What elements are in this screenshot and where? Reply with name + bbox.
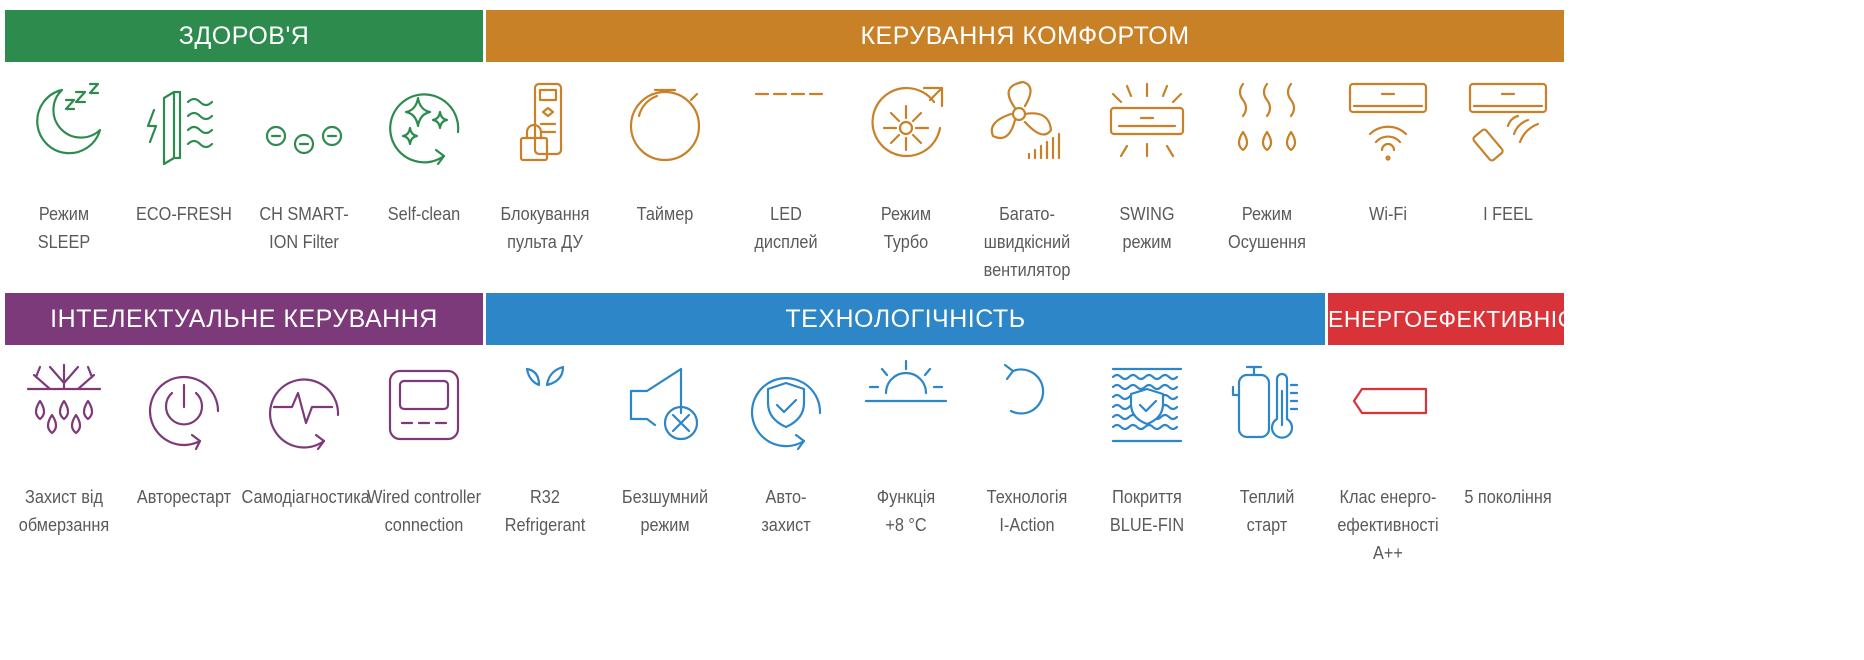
svg-text:R32: R32 [515,392,575,428]
feature-label: Режим Турбо [880,203,932,252]
led-display-icon [736,72,836,172]
section-health-header: ЗДОРОВ'Я [5,10,483,62]
anti-freeze-icon [14,355,114,455]
feature-label: SWING режим [1119,203,1175,252]
r32-icon [495,355,595,455]
feature-label: Wired controller connection [366,486,481,535]
feature-label: R32 Refrigerant [504,486,586,535]
svg-text:8°C: 8°C [880,411,932,444]
dehumidify-icon [1217,72,1317,172]
feature-i-feel [1437,72,1579,228]
feature-label: Режим Осушення [1228,203,1306,252]
moon-sleep-icon [14,72,114,172]
silent-icon [615,355,715,455]
feature-label: Захист від обмерзання [18,486,110,535]
i-action-icon [977,355,1077,455]
turbo-icon [856,72,956,172]
feature-label: Self-clean [387,203,461,224]
remote-lock-icon [495,72,595,172]
feature-generation [1437,355,1579,511]
feature-label: Клас енерго- ефективності A++ [1337,486,1439,563]
feature-label: CH SMART- ION Filter [259,203,349,252]
timer-icon [615,72,715,172]
smart-ion-icon [254,72,354,172]
gen-vi-icon [1458,355,1558,455]
svg-text:SMART: SMART [279,77,329,93]
blue-fin-icon [1097,355,1197,455]
feature-label: ECO-FRESH [136,203,232,224]
svg-text:i: i [1024,380,1030,407]
feature-label: Теплий старт [1239,486,1295,535]
svg-text:ACTION: ACTION [992,421,1062,441]
feature-label: LED дисплей [754,203,818,252]
feature-label: Безшумний режим [621,486,709,535]
svg-text:88: 88 [751,103,801,152]
feature-label: Режим SLEEP [37,203,91,252]
fan-speed-icon [977,72,1077,172]
self-clean-icon [374,72,474,172]
section-technology-header: ТЕХНОЛОГІЧНІСТЬ [486,293,1325,345]
feature-label: Багато- швидкісний вентилятор [983,203,1071,280]
feature-label: Функція +8 °C [876,486,936,535]
feature-label: Wi-Fi [1369,203,1407,224]
svg-text:FREON: FREON [520,426,570,442]
svg-text:24h: 24h [643,112,687,142]
feature-label: Технологія I-Action [986,486,1068,535]
feature-label: Авторестарт [136,486,232,507]
section-intelligent-header: ІНТЕЛЕКТУАЛЬНЕ КЕРУВАННЯ [5,293,483,345]
svg-text:A++: A++ [1375,392,1409,412]
feature-label: Покриття BLUE-FIN [1109,486,1185,535]
eco-fresh-icon [134,72,234,172]
section-energy-header: ЕНЕРГОЕФЕКТИВНІСТЬ [1328,293,1564,345]
feature-label: Самодіагностика [241,486,370,507]
svg-text:°F: °F [811,131,829,150]
feature-label: I FEEL [1483,203,1533,224]
auto-protect-icon [736,355,836,455]
svg-text:Gen: Gen [1479,371,1537,404]
wired-controller-icon [374,355,474,455]
wifi-unit-icon [1338,72,1438,172]
svg-text:°C: °C [810,109,830,128]
svg-text:VI: VI [1493,403,1523,436]
feature-label: Таймер [636,203,694,224]
plus8-icon [856,355,956,455]
i-feel-icon [1458,72,1558,172]
warm-start-icon [1217,355,1317,455]
a-plus-plus-icon [1338,355,1438,455]
feature-label: Авто- захист [761,486,811,535]
auto-restart-icon [134,355,234,455]
feature-label: 5 покоління [1464,486,1552,507]
self-diagnosis-icon [254,355,354,455]
swing-icon [1097,72,1197,172]
svg-text:ION: ION [279,93,329,124]
section-comfort-header: КЕРУВАННЯ КОМФОРТОМ [486,10,1564,62]
feature-label: Блокування пульта ДУ [500,203,590,252]
